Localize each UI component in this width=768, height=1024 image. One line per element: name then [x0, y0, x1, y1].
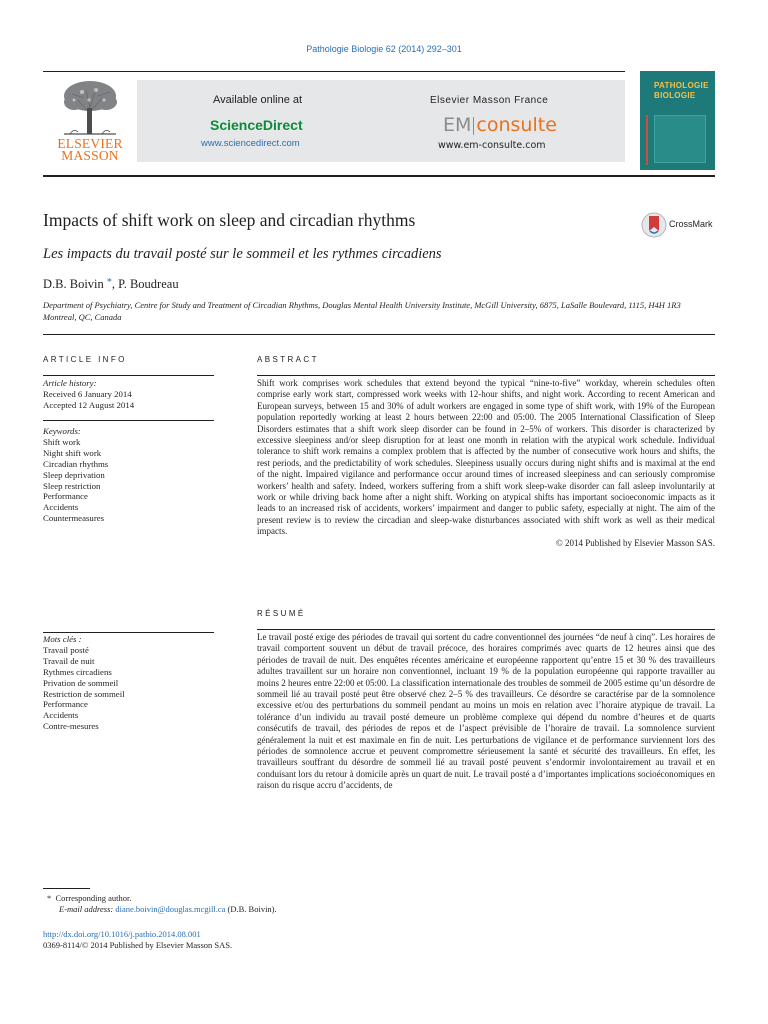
- doi-link[interactable]: http://dx.doi.org/10.1016/j.patbio.2014.08.001: [43, 929, 201, 939]
- motcle-item: Travail de nuit: [43, 655, 95, 666]
- abstract-copyright: © 2014 Published by Elsevier Masson SAS.: [555, 537, 715, 548]
- resume-heading: RÉSUMÉ: [257, 609, 306, 618]
- cover-title-line1: PATHOLOGIE: [654, 81, 709, 90]
- keywords-label: Keywords:: [43, 426, 81, 436]
- email-label: E-mail address:: [59, 904, 114, 914]
- abstract-text: Shift work comprises work schedules that extend beyond the typical “nine-to-five” workday, wherein schedules often comprise early work start, compressed work weeks with 12-hour shifts, and night work. According to recent American and European surveys, between 15 and 30% of adult workers are engaged in some type of shift work, with 19% of the European population reportedly working at least 2 hours between 22:00 and 05:00. The 2005 International Classification of Sleep Disorders estimates that a shift work sleep disorder can be found in 2–5% of workers. This disorder is characterized by excessive sleepiness and/or sleep disruption for at least one month in relation with the atypical work schedule. Individual tolerance to shift work remains a complex problem that is affected by the number of consecutive work hours and shifts, the rest periods, and the predictability of work schedules. Sleepiness usually occurs during night shifts and is maximal at the end of the night. Impaired vigilance and performance occur around times of increased sleepiness and can seriously compromise workers’ health and safety. Indeed, workers suffering from a shift work sleep-wake disorder can fall asleep involuntarily at work or while driving back home after a night shift. Working on atypical shifts has important socioeconomic impacts as it leads to an increased risk of accidents, workers’ impairment and danger to public safety, especially at night. The aim of the present review is to review the circadian and sleep-wake disturbances associated with shift work as well as their medical impacts.: [257, 378, 715, 537]
- crossmark-badge[interactable]: [641, 211, 721, 239]
- elsevier-masson-france-label: Elsevier Masson France: [430, 95, 549, 106]
- keyword-item: Night shift work: [43, 447, 102, 458]
- journal-cover-thumbnail[interactable]: [640, 71, 715, 170]
- motcle-item: Contre-mesures: [43, 721, 99, 732]
- keywords-block: [43, 426, 213, 524]
- article-info-rule: [43, 375, 214, 376]
- history-label: Article history:: [43, 378, 97, 388]
- abstract-rule: [257, 375, 715, 376]
- author-name: D.B. Boivin: [43, 277, 104, 291]
- motscles-rule: [43, 632, 214, 633]
- elsevier-tree-icon: [56, 78, 124, 136]
- corresponding-label: Corresponding author.: [55, 893, 132, 903]
- email-link[interactable]: diane.boivin@douglas.mcgill.ca: [115, 904, 226, 914]
- motcle-item: Accidents: [43, 710, 79, 721]
- resume-body: [257, 632, 715, 792]
- email-suffix: (D.B. Boivin).: [227, 904, 277, 914]
- corresponding-author-marker[interactable]: *: [106, 277, 112, 288]
- em-consulte-link[interactable]: www.em-consulte.com: [438, 140, 546, 151]
- em-logo-em: EM: [443, 114, 472, 136]
- abstract-body: [257, 378, 715, 549]
- footnote-rule: [43, 888, 90, 889]
- keyword-item: Sleep restriction: [43, 480, 101, 491]
- crossmark-icon: [641, 211, 667, 239]
- elsevier-masson-logo: [50, 78, 130, 170]
- motcle-item: Travail posté: [43, 644, 89, 655]
- em-logo-consulte: consulte: [476, 114, 557, 136]
- cover-title-line2: BIOLOGIE: [654, 91, 696, 100]
- keyword-item: Shift work: [43, 436, 81, 447]
- motcle-item: Privation de sommeil: [43, 677, 119, 688]
- keywords-rule: [43, 420, 214, 421]
- motcle-item: Performance: [43, 699, 88, 710]
- accepted-date: Accepted 12 August 2014: [43, 399, 135, 410]
- author-affiliation: Department of Psychiatry, Centre for Study and Treatment of Circadian Rhythms, Douglas Mental Health University Institute, McGill University, 6875, LaSalle Boulevard, 1115, H4H 1R3 Montreal, QC, Canada: [43, 300, 681, 322]
- email-line: [59, 904, 277, 915]
- availability-banner: [137, 80, 625, 162]
- header-bottom-rule: [43, 175, 715, 177]
- header-top-rule: [43, 71, 625, 72]
- keyword-item: Countermeasures: [43, 513, 105, 524]
- author-list: [43, 277, 179, 292]
- em-logo-separator: [473, 117, 474, 135]
- motscles-block: [43, 634, 213, 732]
- cover-accent-bar: [646, 115, 648, 165]
- motcle-item: Restriction de sommeil: [43, 688, 125, 699]
- keyword-item: Circadian rhythms: [43, 458, 109, 469]
- keyword-item: Accidents: [43, 502, 79, 513]
- sciencedirect-link[interactable]: www.sciencedirect.com: [201, 138, 300, 149]
- article-title: Impacts of shift work on sleep and circadian rhythms: [43, 210, 416, 230]
- resume-text: Le travail posté exige des périodes de travail qui sortent du cadre conventionnel des journées “de neuf à cinq”. Les horaires de travail comportent souvent un début de travail précoce, des horaires comprimés avec quarts de 12 heures ainsi que des périodes de travail de nuit. Des enquêtes récentes américaine et européenne rapportent qu’entre 15 et 30 % des travailleurs adultes travaillent sur un horaire non conventionnel, incluant 19 % de la population européenne qui rapporte travailler au moins 2 heures entre 22:00 et 05:00. La classification internationale des troubles de sommeil de 2005 estime qu’un désordre de sommeil lié au travail posté peut être observé chez 2–5 % des travailleurs. Ce désordre se caractérise par de la somnolence excessive et/ou des perturbations du sommeil pendant au moins un mois en relation avec l’horaire atypique de travail. La tolérance d’un individu au travail posté demeure un problème complexe qui dépend du nombre d’heures et de quarts consécutifs de travail, des périodes de repos et de l’aspect prévisible de l’horaire de travail. La somnolence survient généralement la nuit et est maximale en fin de nuit. Les perturbations de vigilance et de performance surviennent lors des périodes de somnolence accrue et peuvent compromettre sérieusement la santé et sécurité des travailleurs. En effet, les travailleurs souffrant du désordre de sommeil lié au travail posté peuvent s’endormir involontairement au travail et en conduisant lors du retour à domicile après un quart de nuit. Le travail posté a d’importantes implications socioéconomiques en raison du risque accru d’accidents, de: [257, 632, 715, 791]
- available-online-label: Available online at: [213, 94, 303, 106]
- corresponding-author-note: [47, 893, 132, 904]
- motscles-label: Mots clés :: [43, 634, 82, 644]
- keyword-item: Performance: [43, 491, 88, 502]
- cover-image-panel: [654, 115, 706, 163]
- resume-rule: [257, 629, 715, 630]
- sciencedirect-logo[interactable]: ScienceDirect: [210, 117, 303, 133]
- title-block-rule: [43, 334, 715, 335]
- crossmark-label: CrossMark: [669, 219, 713, 229]
- received-date: Received 6 January 2014: [43, 388, 132, 399]
- publisher-logo-text: ELSEVIER MASSON: [57, 136, 123, 163]
- journal-reference-link[interactable]: Pathologie Biologie 62 (2014) 292–301: [306, 44, 462, 54]
- keyword-item: Sleep deprivation: [43, 469, 105, 480]
- article-info-heading: ARTICLE INFO: [43, 355, 127, 364]
- author-name: , P. Boudreau: [111, 277, 179, 291]
- em-consulte-logo[interactable]: [443, 114, 557, 136]
- abstract-heading: ABSTRACT: [257, 355, 319, 364]
- article-subtitle-french: Les impacts du travail posté sur le sommeil et les rythmes circadiens: [43, 246, 442, 262]
- footnote-marker: *: [47, 893, 52, 903]
- issn-copyright: 0369-8114/© 2014 Published by Elsevier Masson SAS.: [43, 940, 233, 950]
- article-history: [43, 378, 213, 411]
- motcle-item: Rythmes circadiens: [43, 666, 112, 677]
